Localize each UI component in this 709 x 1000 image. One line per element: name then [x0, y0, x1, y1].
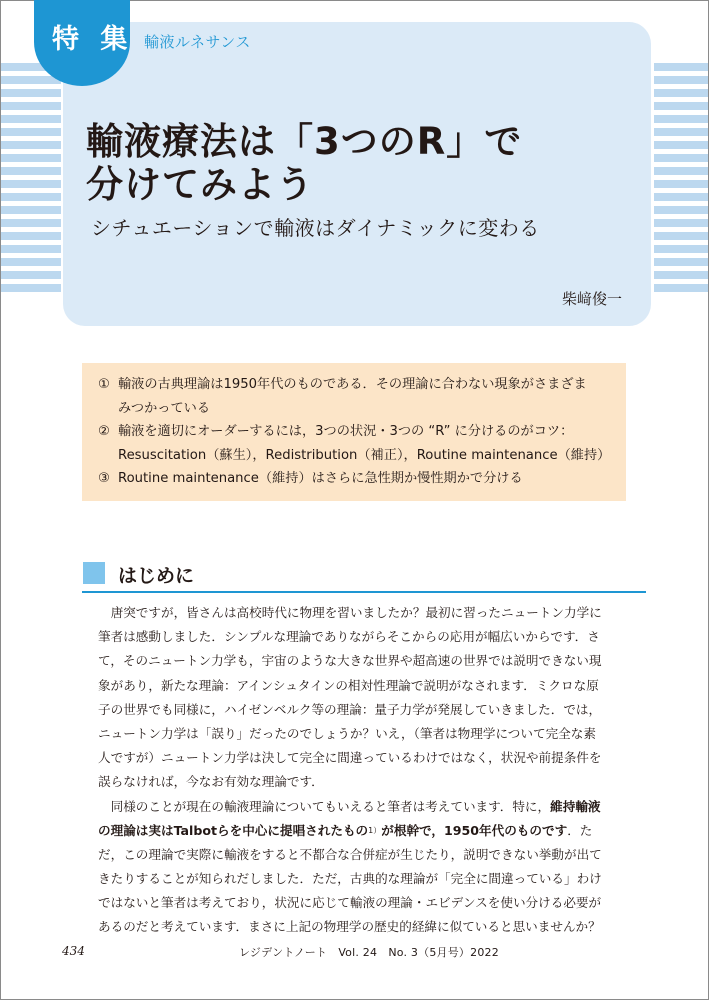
key-point-text-cont: Resuscitation（蘇生），Redistribution（補正），Routine maintenance（維持） — [118, 447, 611, 463]
body-line: きたりすることが知られだしました．ただ，古典的な理論が「完全に間違っている」わけ — [98, 871, 602, 887]
page-number: 434 — [62, 944, 85, 958]
section-heading — [82, 559, 646, 593]
feature-tag-label: 特 集 — [52, 24, 134, 55]
key-point-2 — [98, 420, 618, 467]
key-point-number: ② — [98, 424, 110, 439]
body-text-bold: 維持輸液 — [550, 798, 601, 814]
body-line: ではないと筆者は考えており，状況に応じて輸液の理論・エビデンスを使い分ける必要が — [98, 895, 602, 911]
article-subtitle: シチュエーションで輸液はダイナミックに変わる — [91, 216, 540, 240]
article-title — [86, 120, 606, 206]
decorative-stripes-right — [654, 63, 708, 295]
article-title-line1: 輸液療法は「3つのR」で — [86, 120, 523, 163]
section-title: はじめに — [118, 565, 195, 587]
body-line-mixed — [98, 795, 646, 819]
key-points-box — [82, 363, 626, 501]
series-title: 輸液ルネサンス — [144, 33, 251, 51]
section-marker-icon — [83, 562, 105, 584]
body-line: 子の世界でも同様に，ハイゼンベルク等の理論：量子力学が発展していきました．では， — [98, 701, 602, 717]
body-line: 人ですが）ニュートン力学は決して完全に間違っているわけではなく，状況や前提条件を — [98, 750, 602, 766]
key-point-1 — [98, 373, 618, 420]
body-line-mixed — [98, 819, 646, 843]
body-line: だ，この理論で実際に輸液をすると不都合な合併症が生じたり，説明できない挙動が出て — [98, 846, 602, 862]
journal-info: レジデントノート Vol. 24 No. 3（5月号）2022 — [239, 946, 499, 959]
body-text-normal: ．た — [567, 822, 593, 838]
body-line: 唐突ですが，皆さんは高校時代に物理を習いましたか？最初に習ったニュートン力学に — [98, 605, 602, 620]
body-text-normal: 同様のことが現在の輸液理論についてもいえると筆者は考えています．特に， — [98, 798, 551, 814]
key-point-text: 輸液の古典理論は1950年代のものである．その理論に合わない現象がさまざま — [118, 377, 587, 392]
reference-superscript: 1） — [368, 825, 382, 835]
author-name: 柴﨑俊一 — [562, 290, 623, 308]
key-point-number: ③ — [98, 471, 110, 486]
article-title-line2: 分けてみよう — [86, 163, 314, 206]
key-point-text: Routine maintenance（維持）はさらに急性期か慢性期かで分ける — [118, 471, 523, 486]
body-text-bold: の理論は実はTalbotらを中心に提唱されたもの — [98, 822, 369, 838]
body-text-bold: が根幹で，1950年代のものです — [381, 822, 568, 838]
body-line: て，そのニュートン力学も，宇宙のような大きな世界や超高速の世界では説明できない現 — [98, 653, 602, 669]
decorative-stripes-left — [1, 63, 61, 295]
body-line: あるのだと考えています．まさに上記の物理学の歴史的経緯に似ていると思いませんか？ — [98, 919, 601, 935]
key-point-text: 輸液を適切にオーダーするには，3つの状況・3つの “R” に分けるのがコツ： — [118, 424, 574, 439]
key-point-number: ① — [98, 377, 110, 392]
key-point-text-cont: みつかっている — [118, 400, 211, 416]
body-text — [98, 601, 646, 940]
body-line: 誤らなければ，今なお有効な理論です． — [98, 774, 324, 790]
body-line: 象があり，新たな理論：アインシュタインの相対性理論で説明がなされます．ミクロな原 — [98, 677, 599, 693]
key-point-3 — [98, 467, 618, 491]
body-line: ニュートン力学は「誤り」だったのでしょうか？いえ，（筆者は物理学について完全な素 — [98, 725, 596, 741]
body-line: 筆者は感動しました．シンプルな理論でありながらそこからの応用が幅広いからです．さ — [98, 629, 600, 645]
